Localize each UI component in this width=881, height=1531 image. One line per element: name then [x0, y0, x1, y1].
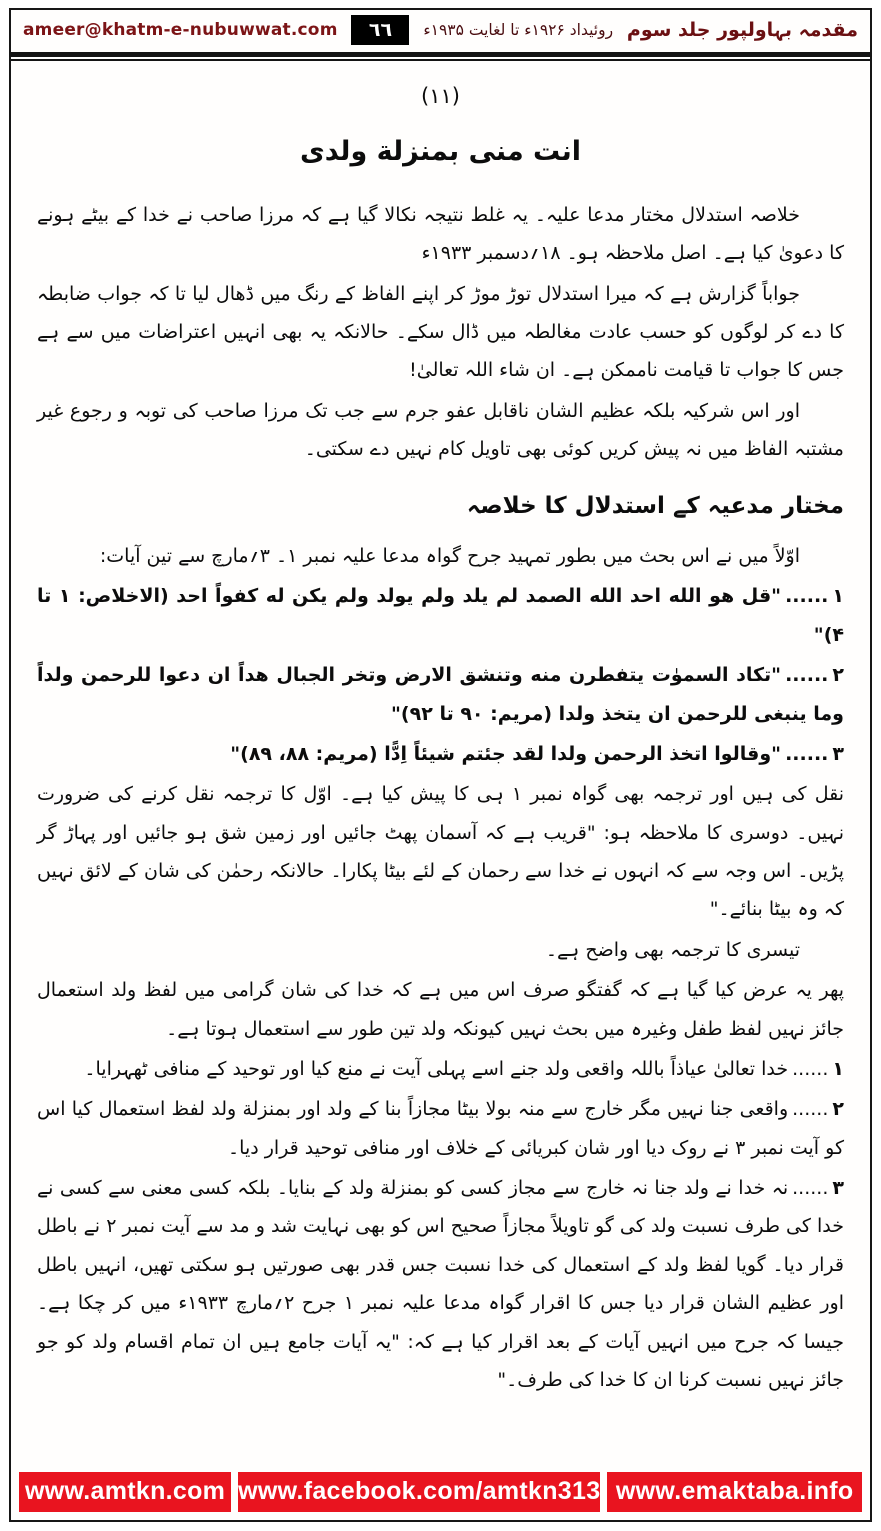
- usage-item: [37, 1169, 844, 1399]
- footer-banner: [11, 1468, 870, 1520]
- item-marker: ۱: [832, 1057, 844, 1080]
- usage-item: [37, 1090, 844, 1167]
- item-marker: ۲: [832, 1098, 844, 1121]
- verse-dots: ......: [785, 585, 829, 608]
- paragraph-khulasa: خلاصہ استدلال مختار مدعا علیہ۔ یہ غلط نتیجہ نکالا گیا ہے کہ مرزا صاحب نے خدا کے بیٹے ہونے کا دعویٰ کیا ہے۔ اصل ملاحظہ ہو۔ ۱۸؍دسمبر ۱۹۳۳ء: [37, 203, 844, 265]
- paragraph-intro-verses: اوّلاً میں نے اس بحث میں بطور تمہید جرح گواہ مدعا علیہ نمبر ۱۔ ۳؍مارچ سے تین آیات:: [99, 545, 800, 568]
- page-number: ٦٦: [368, 19, 393, 41]
- footer-link-facebook: www.facebook.com/amtkn313: [238, 1472, 600, 1512]
- header-book-title: مقدمہ بہاولپور جلد سوم: [626, 19, 858, 41]
- item-text: خدا تعالیٰ عیاذاً باللہ واقعی ولد جنے اسے پہلی آیت نے منع کیا اور توحید کے منافی ٹھہرایا۔: [84, 1057, 789, 1080]
- page-number-box: [351, 15, 409, 45]
- quran-verse-item: [37, 656, 844, 733]
- quran-verse-item: [37, 735, 844, 773]
- paragraph-teesri: تیسری کا ترجمہ بھی واضح ہے۔: [545, 938, 800, 961]
- chapter-title: انت منی بمنزلة ولدی: [299, 136, 582, 168]
- item-dots: ......: [792, 1057, 829, 1080]
- paragraph-shirkiya: اور اس شرکیہ بلکہ عظیم الشان ناقابل عفو جرم سے جب تک مرزا صاحب کی توبہ و رجوع غیر مشتبہ الفاظ میں نہ پیش کریں کوئی بھی تاویل کام نہیں دے سکتی۔: [37, 399, 844, 461]
- paragraph-naqal: نقل کی ہیں اور ترجمہ بھی گواہ نمبر ۱ ہی کا پیش کیا ہے۔ اوّل کا ترجمہ نقل کرنے کی ضرورت نہیں۔ دوسری کا ملاحظہ ہو: "قریب ہے کہ آسمان پھٹ جائیں اور زمین شق ہو جائیں اور پہاڑ گر پڑیں۔ اس وجہ سے کہ انہوں نے خدا سے رحمان کے لئے بیٹا پکارا۔ حالانکہ رحمٰن کی شان کے لائق نہیں کہ وہ بیٹا بنائے۔": [37, 783, 844, 921]
- subheading-istidlal: مختار مدعیہ کے استدلال کا خلاصہ: [466, 492, 844, 519]
- paragraph-jawaban: جواباً گزارش ہے کہ میرا استدلال توڑ موڑ کر اپنے الفاظ کے رنگ میں ڈھال لیا تا کہ جواب ضابطہ کا دے کر لوگوں کو حسب عادت مغالطہ میں ڈال سکے۔ حالانکہ یہ بھی انہیں اعتراضات میں سے ہے جس کا جواب تا قیامت ناممکن ہے۔ ان شاء اللہ تعالیٰ!: [37, 282, 844, 382]
- verse-dots: ......: [785, 664, 829, 687]
- item-dots: ......: [792, 1177, 829, 1200]
- footer-link-amtkn: www.amtkn.com: [19, 1472, 231, 1512]
- header-divider: [11, 52, 870, 61]
- verse-marker: ۳: [832, 742, 844, 765]
- header-email: ameer@khatm-e-nubuwwat.com: [23, 20, 338, 40]
- item-dots: ......: [792, 1098, 829, 1121]
- item-text: نہ خدا نے ولد جنا نہ خارج سے مجاز کسی کو بمنزلة ولد کے بنایا۔ بلکہ کسی معنی سے کسی نے خدا کی طرف نسبت ولد کی گو تاویلاً مجازاً صحیح اس کو بھی نہایت شد و مد سے آیت نمبر ۲ نے باطل قرار دیا۔ گویا لفظ ولد کے استعمال کی خدا نسبت جس قدر بھی صورتیں ہو سکتی تھیں، انہیں باطل اور عظیم الشان قرار دیا جس کا اقرار گواہ مدعا علیہ نمبر ۱ جرح ۲؍مارچ ۱۹۳۳ء میں کر چکا ہے۔ جیسا کہ جرح میں انہیں آیات کے بعد اقرار کیا ہے کہ: "یہ آیات جامع ہیں ان تمام اقسام ولد کو جو جائز نہیں نسبت کرنا ان کا خدا کی طرف۔": [37, 1177, 845, 1391]
- verse-dots: ......: [785, 742, 829, 765]
- item-marker: ۳: [832, 1177, 844, 1200]
- verse-text: "تکاد السموٰت یتفطرن منه وتنشق الارض وتخر الجبال هداً ان دعوا للرحمن ولداً وما ینبغی للرحمن ان یتخذ ولدا (مریم: ۹۰ تا ۹۲)": [37, 664, 844, 725]
- page-header: [11, 10, 870, 52]
- item-text: واقعی جنا نہیں مگر خارج سے منہ بولا بیٹا مجازاً بنا کے ولد اور بمنزلة ولد لفظ استعمال کیا اس کو آیت نمبر ۳ نے روک دیا اور شان کبریائی کے خلاف اور منافی توحید قرار دیا۔: [37, 1098, 844, 1159]
- verse-text: "وقالوا اتخذ الرحمن ولدا لقد جئتم شیئاً اِدًّا (مریم: ۸۸، ۸۹)": [230, 742, 782, 765]
- verse-marker: ۱: [832, 585, 845, 608]
- section-number: (۱۱): [421, 84, 460, 108]
- paragraph-phir: پھر یہ عرض کیا گیا ہے کہ گفتگو صرف اس میں ہے کہ خدا کی شان گرامی میں لفظ ولد استعمال جائز نہیں لفظ طفل وغیرہ میں بحث نہیں کیونکہ ولد تین طور سے استعمال ہوتا ہے۔: [37, 979, 844, 1040]
- footer-link-emaktaba: www.emaktaba.info: [607, 1472, 862, 1512]
- header-date-range: روئیداد ۱۹۲۶ء تا لغایت ۱۹۳۵ء: [423, 21, 614, 39]
- verse-text: "قل هو الله احد الله الصمد لم یلد ولم یولد ولم یکن له کفواً احد (الاخلاص: ۱ تا ۴)": [37, 585, 844, 646]
- page-frame: [9, 8, 872, 1522]
- quran-verse-item: [37, 577, 844, 654]
- page-body: [11, 61, 870, 1468]
- usage-item: [37, 1050, 844, 1088]
- verse-marker: ۲: [832, 664, 844, 687]
